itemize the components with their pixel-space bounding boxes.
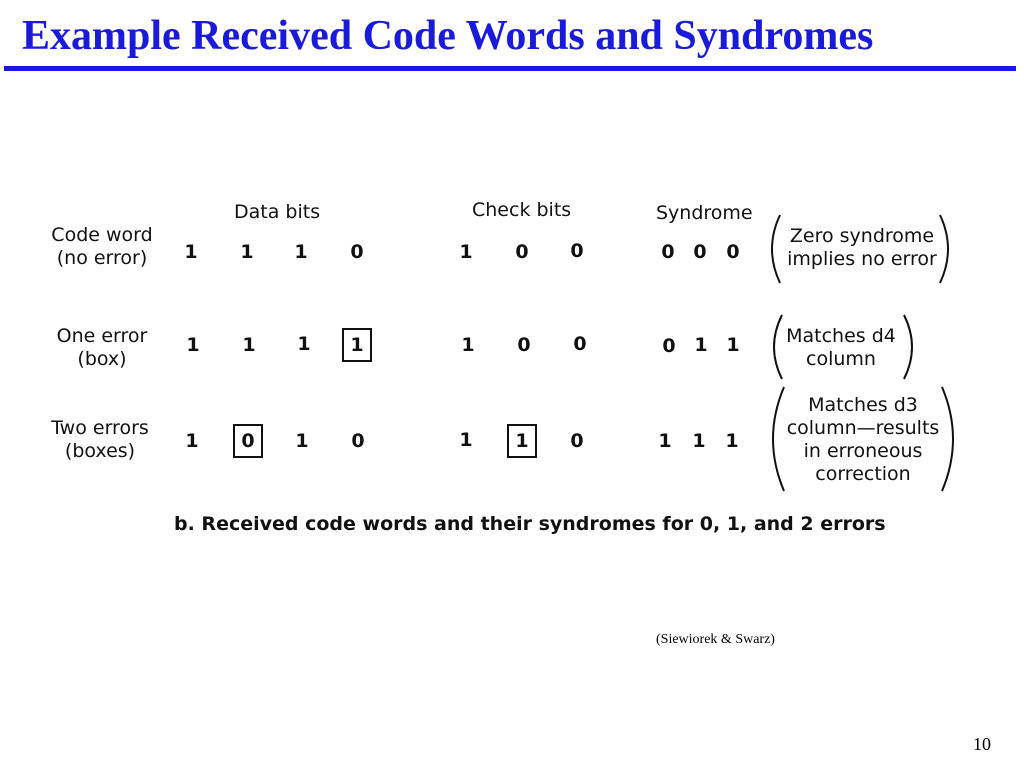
check-bit-c1: 1 (459, 241, 473, 263)
row-label-two-errors: Two errors (boxes) (51, 417, 149, 462)
note-matches-d3: Matches d3 column—results in erroneous correction (786, 394, 940, 485)
data-bit-d4: 0 (350, 241, 364, 263)
syndrome-bit-s1: 0 (661, 241, 675, 263)
check-bit-c2-error-box: 1 (507, 424, 537, 458)
syndrome-bit-s2: 1 (692, 430, 706, 452)
syndrome-bit-s3: 0 (726, 241, 740, 263)
header-syndrome: Syndrome (656, 202, 753, 224)
check-bit-c3: 0 (570, 240, 584, 262)
check-bit-c1: 1 (459, 429, 473, 451)
data-bit-d3: 1 (297, 333, 311, 355)
right-parenthesis (902, 314, 918, 380)
syndrome-bit-s2: 0 (693, 241, 707, 263)
right-parenthesis (938, 214, 954, 284)
right-parenthesis (940, 386, 960, 492)
check-bit-c3: 0 (570, 430, 584, 452)
source-credit: (Siewiorek & Swarz) (656, 632, 775, 647)
data-bit-d1: 1 (185, 430, 199, 452)
data-bit-d1: 1 (184, 241, 198, 263)
note-matches-d4: Matches d4 column (786, 325, 896, 370)
row-label-code-word: Code word (no error) (51, 224, 153, 269)
check-bit-c2: 0 (517, 334, 531, 356)
row-label-one-error: One error (box) (56, 325, 148, 370)
syndrome-bit-s3: 1 (725, 430, 739, 452)
data-bit-d3: 1 (294, 241, 308, 263)
data-bit-d4-error-box: 1 (342, 328, 372, 362)
check-bit-c1: 1 (461, 334, 475, 356)
note-zero-syndrome: Zero syndrome implies no error (787, 225, 937, 270)
data-bit-d3: 1 (295, 430, 309, 452)
syndrome-bit-s1: 0 (662, 335, 676, 357)
data-bit-d2: 1 (242, 334, 256, 356)
slide-title: Example Received Code Words and Syndromes (22, 13, 874, 59)
figure-caption: b. Received code words and their syndromes for 0, 1, and 2 errors (174, 513, 886, 535)
syndrome-bit-s1: 1 (658, 430, 672, 452)
header-data-bits: Data bits (234, 201, 321, 223)
data-bit-d1: 1 (186, 334, 200, 356)
syndrome-bit-s2: 1 (694, 334, 708, 356)
data-bit-d2: 1 (240, 241, 254, 263)
check-bit-c3: 0 (573, 333, 587, 355)
header-check-bits: Check bits (472, 199, 572, 221)
page-number: 10 (973, 734, 991, 754)
syndrome-bit-s3: 1 (726, 334, 740, 356)
data-bit-d4: 0 (351, 430, 365, 452)
check-bit-c2: 0 (515, 241, 529, 263)
data-bit-d2-error-box: 0 (233, 424, 263, 458)
